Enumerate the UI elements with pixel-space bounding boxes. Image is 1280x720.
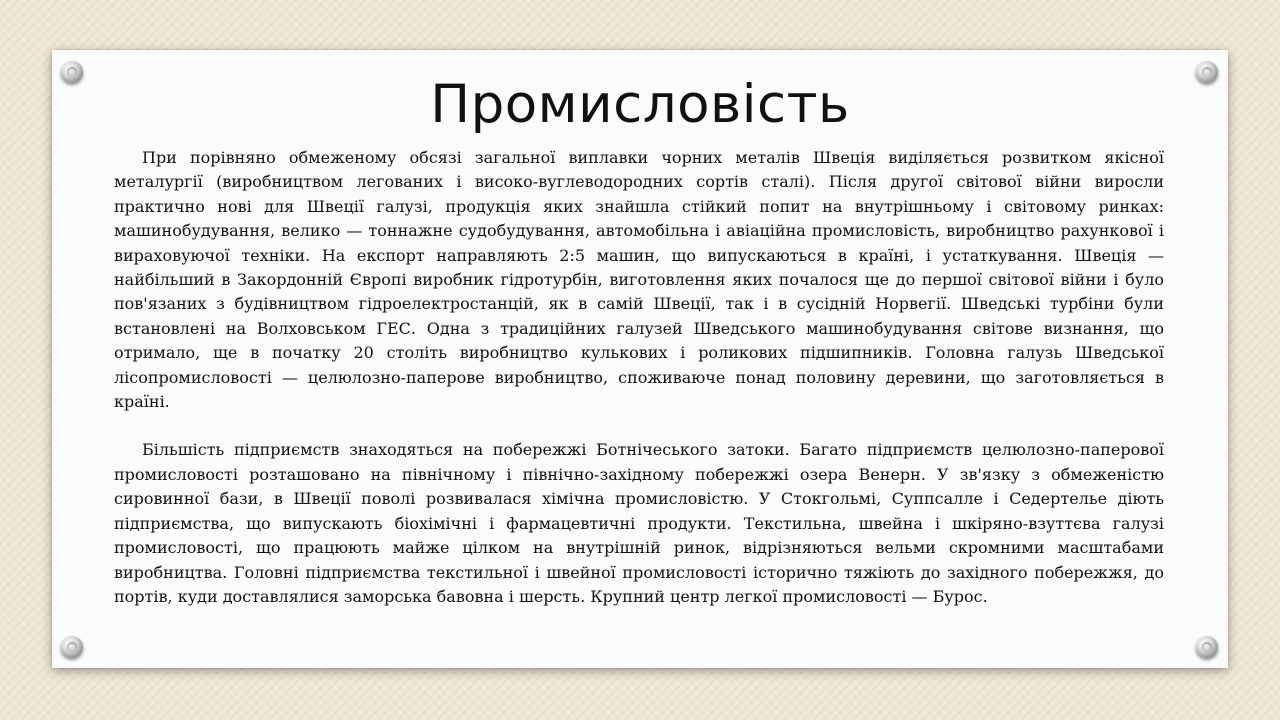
paragraph-2: Більшість підприємств знаходяться на побережжі Ботнічеського затоки. Багато підприємств целюлозно-паперової промисловості розташовано на північному і північно-західному побережжі озера Венерн. У зв'язку з обмеженістю сировинної бази, в Швеції поволі розвивалася хімічна промисловістю. У Стокгольмі, Суппсалле і Седертелье діють підприємства, що випускають біохімічні і фармацевтичні продукти. Текстильна, швейна і шкіряно-взуттєва галузі промисловості, що працюють майже цілком на внутрішній ринок, відрізняються вельми скромними масштабами виробництва. Головні підприємства текстильної і швейної промисловості історично тяжіють до західного побережжя, до портів, куди доставлялися заморська бавовна і шерсть. Крупний центр легкої промисловості — Бурос. xyxy=(114,440,1164,606)
pin-icon xyxy=(61,636,83,658)
pin-icon xyxy=(1196,636,1218,658)
slide-title: Промисловість xyxy=(430,74,850,135)
paragraph-1: При порівняно обмеженому обсязі загальної виплавки чорних металів Швеція виділяється розвитком якісної металургії (виробництвом легованих і високо-вуглеводородних сортів сталі). Після другої світової війни виросли практично нові для Швеції галузі, продукція яких знайшла стійкий попит на внутрішньому і світовому ринках: машинобудування, велико — тоннажне судобудування, автомобільна і авіаційна промисловість, виробництво рахункової і вираховуючої техніки. На експорт направляють 2:5 машин, що випускаються в країні, і устаткування. Швеція — найбільший в Закордонній Європі виробник гідротурбін, виготовлення яких почалося ще до першої світової війни і було пов'язаних з будівництвом гідроелектростанцій, як в самій Швеції, так і в сусідній Норвегії. Шведські турбіни були встановлені на Волховськом ГЕС. Одна з традиційних галузей Шведського машинобудування світове визнання, що отримало, ще в початку 20 століть виробництво кулькових і роликових підшипників. Головна галузь Шведської лісопромисловості — целюлозно-паперове виробництво, споживаюче понад половину деревини, що заготовляється в країні. xyxy=(114,148,1164,412)
slide-body xyxy=(114,146,1164,609)
